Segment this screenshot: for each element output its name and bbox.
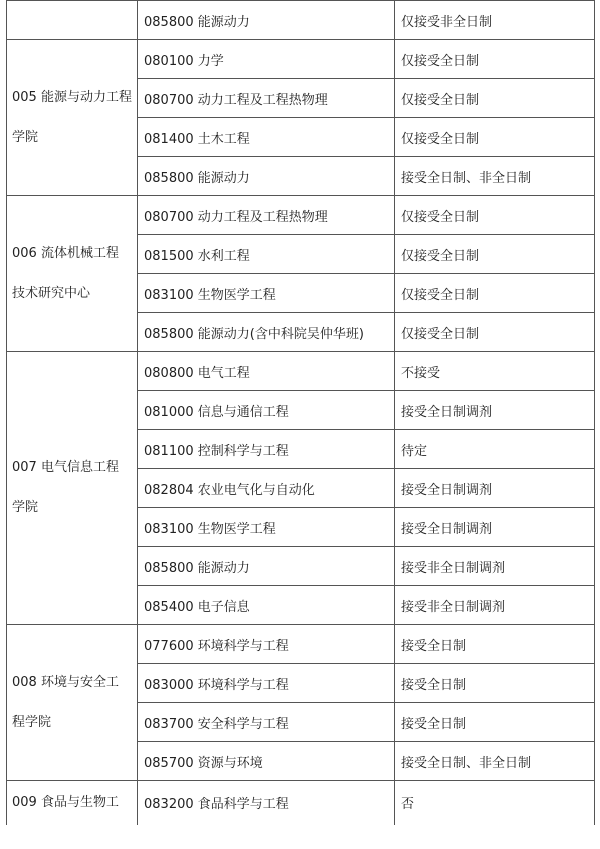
status-cell: 接受全日制调剂 bbox=[395, 469, 595, 508]
status-cell: 仅接受全日制 bbox=[395, 118, 595, 157]
major-cell: 085800 能源动力 bbox=[138, 1, 395, 40]
admission-table bbox=[6, 0, 595, 825]
dept-name-line2: 学院 bbox=[12, 500, 39, 515]
table-row bbox=[7, 196, 595, 235]
dept-name-line1: 005 能源与动力工程 bbox=[12, 89, 132, 105]
dept-name-line1: 009 食品与生物工 bbox=[12, 794, 119, 810]
table-row bbox=[7, 625, 595, 664]
status-cell: 接受全日制、非全日制 bbox=[395, 157, 595, 196]
major-cell: 080100 力学 bbox=[138, 40, 395, 79]
major-cell: 083100 生物医学工程 bbox=[138, 508, 395, 547]
status-cell: 接受全日制调剂 bbox=[395, 391, 595, 430]
status-cell: 接受全日制、非全日制 bbox=[395, 742, 595, 781]
dept-cell bbox=[7, 352, 138, 625]
status-cell: 接受全日制 bbox=[395, 703, 595, 742]
dept-name-line2: 技术研究中心 bbox=[12, 285, 91, 301]
status-cell: 仅接受全日制 bbox=[395, 235, 595, 274]
major-cell: 081500 水利工程 bbox=[138, 235, 395, 274]
status-cell: 仅接受全日制 bbox=[395, 196, 595, 235]
major-cell: 077600 环境科学与工程 bbox=[138, 625, 395, 664]
dept-cell bbox=[7, 196, 138, 352]
dept-cell bbox=[7, 1, 138, 40]
major-cell: 082804 农业电气化与自动化 bbox=[138, 469, 395, 508]
status-cell: 接受全日制 bbox=[395, 664, 595, 703]
status-cell: 仅接受全日制 bbox=[395, 274, 595, 313]
major-cell: 081000 信息与通信工程 bbox=[138, 391, 395, 430]
major-cell: 085400 电子信息 bbox=[138, 586, 395, 625]
dept-name-line2: 程学院 bbox=[12, 714, 52, 730]
dept-name-line1: 006 流体机械工程 bbox=[12, 245, 119, 261]
status-cell: 待定 bbox=[395, 430, 595, 469]
dept-cell bbox=[7, 781, 138, 825]
dept-name-line1: 007 电气信息工程 bbox=[12, 460, 119, 475]
status-cell: 不接受 bbox=[395, 352, 595, 391]
major-cell: 083100 生物医学工程 bbox=[138, 274, 395, 313]
table-row bbox=[7, 40, 595, 79]
major-cell: 081400 土木工程 bbox=[138, 118, 395, 157]
status-cell: 否 bbox=[395, 781, 595, 825]
major-cell: 081100 控制科学与工程 bbox=[138, 430, 395, 469]
major-cell: 085800 能源动力 bbox=[138, 547, 395, 586]
table-row bbox=[7, 781, 595, 825]
dept-cell bbox=[7, 40, 138, 196]
status-cell: 接受非全日制调剂 bbox=[395, 547, 595, 586]
major-cell: 083000 环境科学与工程 bbox=[138, 664, 395, 703]
major-cell: 083200 食品科学与工程 bbox=[138, 781, 395, 825]
major-cell: 085700 资源与环境 bbox=[138, 742, 395, 781]
dept-name-line2: 学院 bbox=[12, 129, 39, 145]
table-row bbox=[7, 352, 595, 391]
major-cell: 080800 电气工程 bbox=[138, 352, 395, 391]
status-cell: 仅接受全日制 bbox=[395, 313, 595, 352]
major-cell: 080700 动力工程及工程热物理 bbox=[138, 79, 395, 118]
major-cell: 083700 安全科学与工程 bbox=[138, 703, 395, 742]
major-cell: 085800 能源动力 bbox=[138, 157, 395, 196]
status-cell: 接受全日制 bbox=[395, 625, 595, 664]
table-row bbox=[7, 1, 595, 40]
major-cell: 085800 能源动力(含中科院吴仲华班) bbox=[138, 313, 395, 352]
status-cell: 接受非全日制调剂 bbox=[395, 586, 595, 625]
status-cell: 仅接受全日制 bbox=[395, 40, 595, 79]
dept-cell bbox=[7, 625, 138, 781]
status-cell: 接受全日制调剂 bbox=[395, 508, 595, 547]
major-cell: 080700 动力工程及工程热物理 bbox=[138, 196, 395, 235]
status-cell: 仅接受全日制 bbox=[395, 79, 595, 118]
dept-name-line1: 008 环境与安全工 bbox=[12, 674, 119, 690]
status-cell: 仅接受非全日制 bbox=[395, 1, 595, 40]
